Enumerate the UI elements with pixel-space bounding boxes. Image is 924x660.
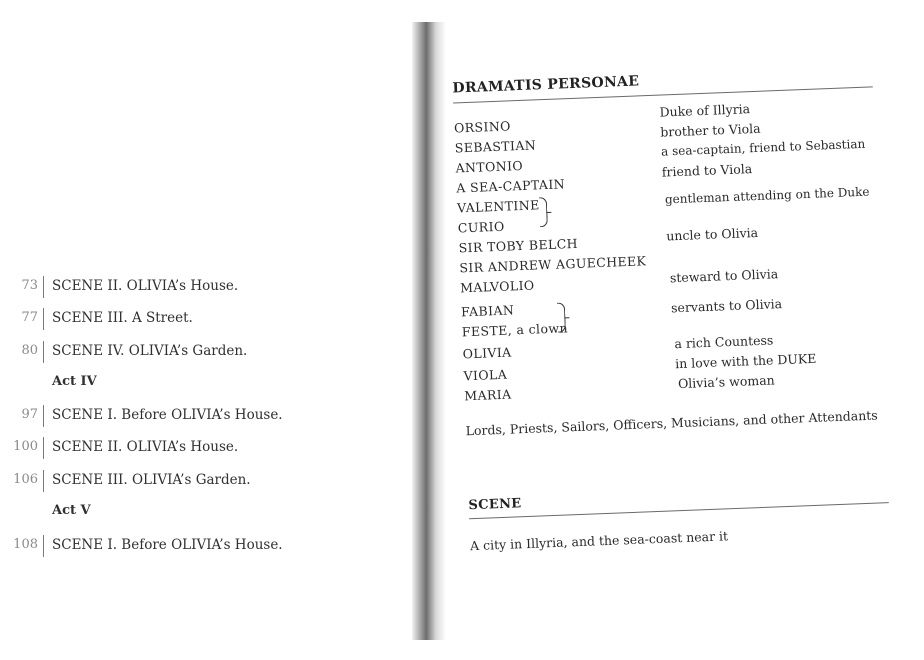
scene-heading: SCENE [468, 496, 522, 514]
character-name: CURIO [457, 218, 505, 236]
character-name: MARIA [464, 386, 512, 404]
character-description: a rich Countess [674, 332, 774, 352]
toc-page-number: 73 [21, 278, 38, 293]
character-description: Duke of Illyria [659, 101, 751, 120]
character-description: gentleman attending on the Duke [664, 184, 870, 207]
toc-page-number: 80 [21, 343, 38, 358]
toc-divider [43, 276, 44, 298]
toc-entry[interactable] [0, 535, 400, 559]
character-name: MALVOLIO [459, 277, 535, 296]
toc-entry[interactable] [0, 276, 400, 300]
toc-page-number: 106 [13, 472, 38, 487]
character-name: VALENTINE [456, 197, 540, 216]
toc-divider [43, 470, 44, 492]
character-name: SIR TOBY BELCH [458, 235, 579, 256]
toc-entry[interactable] [0, 405, 400, 429]
toc-page-number: 108 [13, 537, 38, 552]
toc-page-number: 100 [13, 439, 38, 454]
character-description: uncle to Olivia [666, 224, 759, 244]
toc-scene-title: SCENE III. A Street. [52, 310, 193, 326]
character-description: Olivia’s woman [677, 372, 775, 392]
character-description: a sea-captain, friend to Sebastian [660, 136, 866, 159]
character-name: ANTONIO [455, 157, 524, 176]
character-name: VIOLA [463, 366, 508, 384]
toc-scene-title: SCENE IV. OLIVIA’s Garden. [52, 343, 248, 359]
toc-scene-title: SCENE II. OLIVIA’s House. [52, 278, 239, 294]
character-description: brother to Viola [660, 120, 761, 140]
toc-divider [43, 308, 44, 330]
character-description: steward to Olivia [669, 266, 779, 286]
character-description: servants to Olivia [670, 296, 783, 316]
character-name: SIR ANDREW AGUECHEEK [459, 253, 647, 276]
character-name: FESTE, a clown [461, 320, 569, 340]
toc-page-number: 77 [21, 310, 38, 325]
left-page [0, 0, 418, 660]
character-description: friend to Viola [661, 161, 753, 180]
toc-divider [43, 437, 44, 459]
toc-entry[interactable] [0, 470, 400, 494]
character-name: OLIVIA [462, 344, 512, 362]
toc-divider [43, 341, 44, 363]
character-description: in love with the DUKE [674, 350, 817, 372]
character-name: ORSINO [453, 118, 512, 136]
toc-entry[interactable] [0, 341, 400, 365]
grouping-brace [557, 302, 566, 332]
grouping-brace [539, 197, 548, 227]
toc-scene-title: SCENE II. OLIVIA’s House. [52, 439, 239, 455]
toc-act-heading: Act V [52, 503, 91, 518]
toc-scene-title: SCENE I. Before OLIVIA’s House. [52, 537, 283, 553]
character-name: A SEA-CAPTAIN [456, 176, 566, 196]
right-page [428, 11, 921, 649]
toc-divider [43, 405, 44, 427]
toc-scene-title: SCENE III. OLIVIA’s Garden. [52, 472, 251, 488]
character-name: FABIAN [460, 302, 515, 320]
toc-entry[interactable] [0, 437, 400, 461]
scene-rule [469, 502, 889, 519]
character-name: SEBASTIAN [454, 137, 537, 156]
toc-page-number: 97 [21, 407, 38, 422]
toc-scene-title: SCENE I. Before OLIVIA’s House. [52, 407, 283, 423]
attendants-line: Lords, Priests, Sailors, Officers, Musicians, and other Attendants [465, 407, 878, 439]
toc-divider [43, 535, 44, 557]
dramatis-personae-heading: DRAMATIS PERSONAE [452, 73, 640, 97]
scene-setting: A city in Illyria, and the sea-coast near it [469, 528, 729, 554]
toc-act-heading: Act IV [52, 374, 97, 389]
toc-entry[interactable] [0, 308, 400, 332]
